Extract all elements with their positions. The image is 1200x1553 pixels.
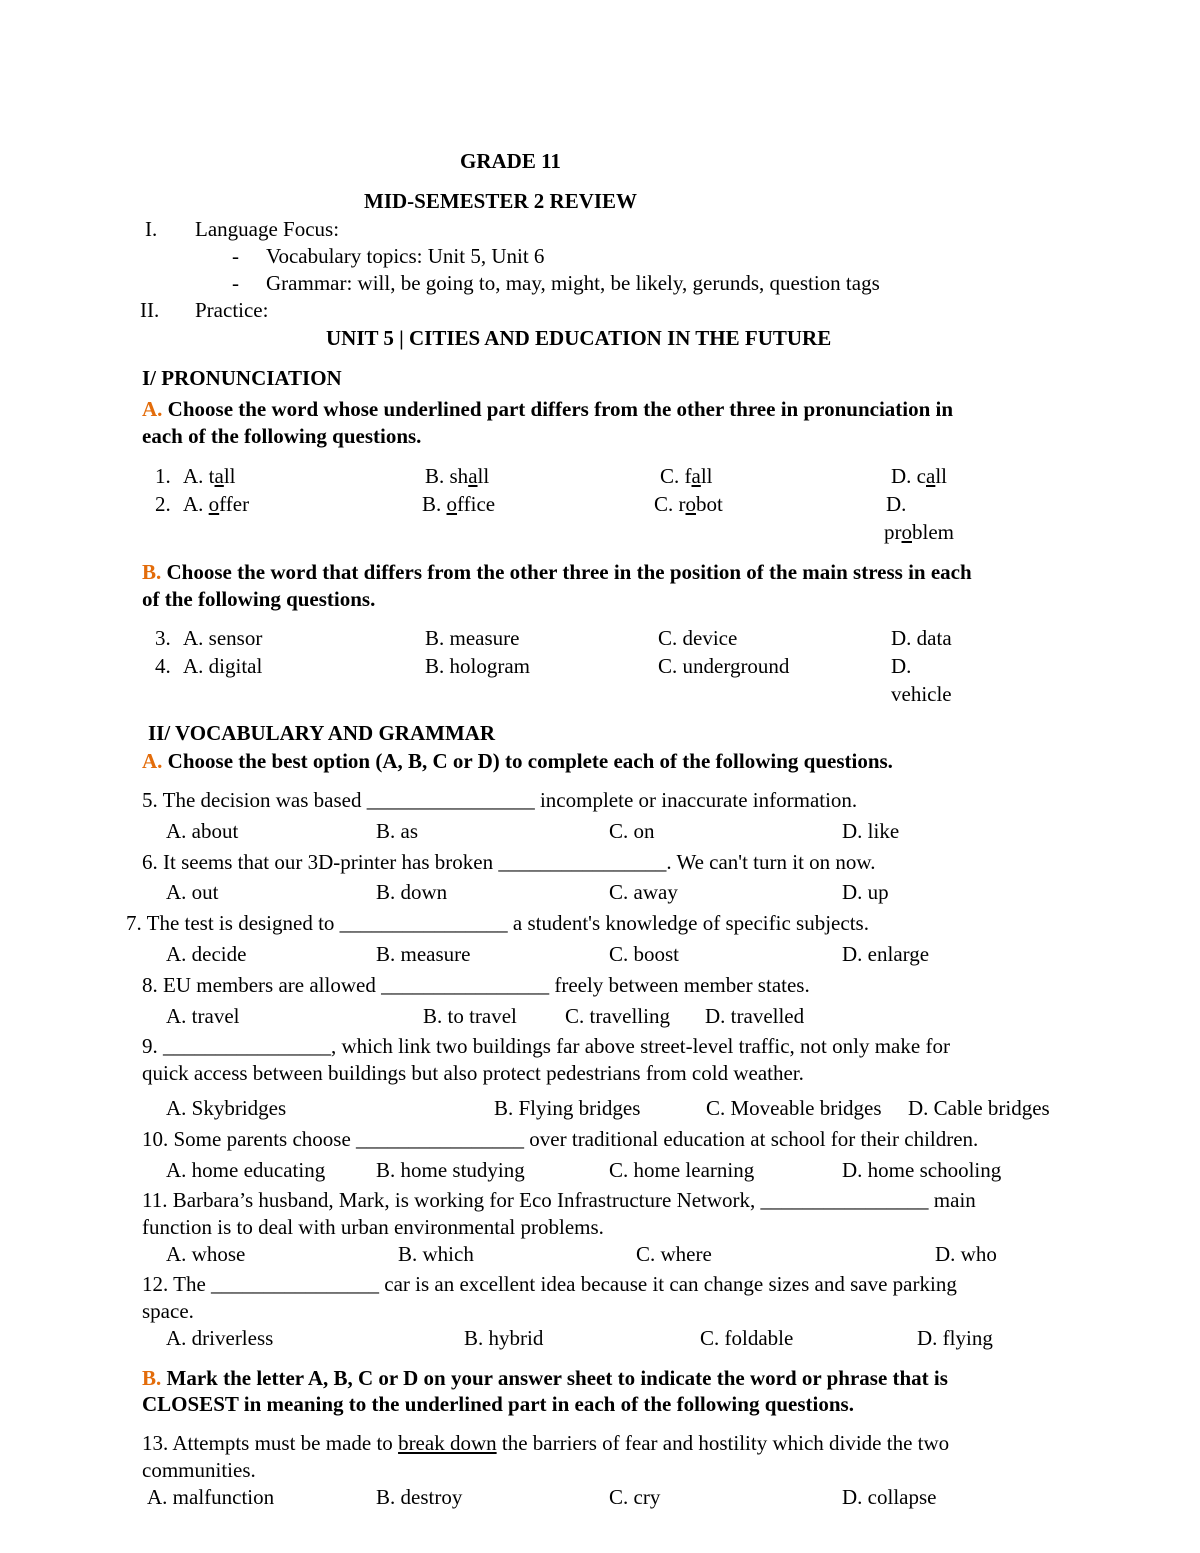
instruction-letter: A. xyxy=(142,397,163,421)
question-stem: 13. Attempts must be made to break down the barriers of fear and hostility which divide the two xyxy=(142,1431,950,1455)
instruction-letter: B. xyxy=(142,1366,162,1390)
option-a: A. driverless xyxy=(166,1326,274,1350)
option-a: A. malfunction xyxy=(147,1485,275,1509)
option-a: A. offer xyxy=(183,492,250,516)
option-a: A. travel xyxy=(166,1004,240,1028)
option-a: A. Skybridges xyxy=(166,1096,287,1120)
option-b: B. destroy xyxy=(376,1485,463,1509)
option-b: B. Flying bridges xyxy=(494,1096,641,1120)
instruction-text: Choose the word that differs from the other three in the position of the main stress in each xyxy=(166,560,972,584)
instruction-letter: B. xyxy=(142,560,162,584)
instruction-pron-b xyxy=(142,559,972,586)
question-stem: 11. Barbara’s husband, Mark, is working for Eco Infrastructure Network, ________________ main xyxy=(142,1188,976,1212)
unit-title: UNIT 5 | CITIES AND EDUCATION IN THE FUTURE xyxy=(326,326,832,350)
option-c: C. underground xyxy=(658,654,790,678)
option-c: C. foldable xyxy=(700,1326,794,1350)
option-b: B. measure xyxy=(425,626,520,650)
option-d: D. call xyxy=(891,464,947,488)
option-d: D. travelled xyxy=(705,1004,805,1028)
option-c: C. robot xyxy=(654,492,723,516)
instruction-text: Choose the best option (A, B, C or D) to complete each of the following questions. xyxy=(167,749,893,773)
option-a: A. about xyxy=(166,819,239,843)
option-d: D. who xyxy=(935,1242,997,1266)
option-a: A. decide xyxy=(166,942,247,966)
option-d-label: D. xyxy=(886,492,907,516)
option-b: B. to travel xyxy=(423,1004,517,1028)
section-label-language-focus: Language Focus: xyxy=(195,217,340,241)
option-d: D. enlarge xyxy=(842,942,930,966)
bullet-grammar: Grammar: will, be going to, may, might, be likely, gerunds, question tags xyxy=(266,271,880,295)
instruction-text: each of the following questions. xyxy=(142,424,422,448)
question-stem: 12. The ________________ car is an excellent idea because it can change sizes and save parking xyxy=(142,1272,957,1296)
underlined-phrase: break down xyxy=(398,1431,497,1455)
instruction-vocab-b xyxy=(142,1365,948,1392)
option-a: A. whose xyxy=(166,1242,246,1266)
option-d: D. collapse xyxy=(842,1485,937,1509)
option-b: B. office xyxy=(422,492,496,516)
option-c: C. away xyxy=(609,880,678,904)
option-d-label: D. xyxy=(891,654,912,678)
question-stem: 8. EU members are allowed ________________ freely between member states. xyxy=(142,973,810,997)
option-d: D. home schooling xyxy=(842,1158,1002,1182)
option-b: B. as xyxy=(376,819,418,843)
option-d: D. up xyxy=(842,880,889,904)
option-b: B. shall xyxy=(425,464,490,488)
question-stem: 5. The decision was based ________________ incomplete or inaccurate information. xyxy=(142,788,858,812)
question-number: 2. xyxy=(155,492,171,516)
option-a: A. tall xyxy=(183,464,236,488)
option-c: C. Moveable bridges xyxy=(706,1096,882,1120)
bullet-dash: - xyxy=(232,244,239,268)
question-number: 3. xyxy=(155,626,171,650)
instruction-pron-a xyxy=(142,396,953,423)
option-c: C. device xyxy=(658,626,738,650)
question-stem-continued: quick access between buildings but also protect pedestrians from cold weather. xyxy=(142,1061,804,1085)
option-c: C. fall xyxy=(660,464,713,488)
option-b: B. hologram xyxy=(425,654,530,678)
question-stem: 9. ________________, which link two buildings far above street-level traffic, not only make for xyxy=(142,1034,950,1058)
instruction-vocab-a xyxy=(142,748,893,775)
question-stem: 10. Some parents choose ________________ over traditional education at school for their children. xyxy=(142,1127,979,1151)
option-d: D. like xyxy=(842,819,900,843)
instruction-text: of the following questions. xyxy=(142,587,376,611)
option-b: B. which xyxy=(398,1242,474,1266)
question-stem-continued: function is to deal with urban environmental problems. xyxy=(142,1215,604,1239)
section-number-2: II. xyxy=(140,298,160,322)
option-b: B. down xyxy=(376,880,448,904)
option-c: C. home learning xyxy=(609,1158,755,1182)
question-stem: 6. It seems that our 3D-printer has broken ________________. We can't turn it on now. xyxy=(142,850,876,874)
option-a: A. sensor xyxy=(183,626,263,650)
instruction-text: Choose the word whose underlined part differs from the other three in pronunciation in xyxy=(167,397,954,421)
bullet-dash: - xyxy=(232,271,239,295)
option-a: A. out xyxy=(166,880,219,904)
option-b: B. hybrid xyxy=(464,1326,544,1350)
bullet-vocabulary-topics: Vocabulary topics: Unit 5, Unit 6 xyxy=(266,244,545,268)
instruction-text: Mark the letter A, B, C or D on your answer sheet to indicate the word or phrase that is xyxy=(166,1366,948,1390)
question-number: 4. xyxy=(155,654,171,678)
grade-heading: GRADE 11 xyxy=(460,149,561,173)
vocabulary-heading: II/ VOCABULARY AND GRAMMAR xyxy=(148,721,496,745)
option-c: C. where xyxy=(636,1242,712,1266)
section-number-1: I. xyxy=(145,217,158,241)
option-d: D. flying xyxy=(917,1326,993,1350)
option-d: D. data xyxy=(891,626,952,650)
section-label-practice: Practice: xyxy=(195,298,269,322)
document-title: MID-SEMESTER 2 REVIEW xyxy=(364,189,638,213)
option-a: A. home educating xyxy=(166,1158,326,1182)
option-b: B. home studying xyxy=(376,1158,525,1182)
option-d: problem xyxy=(884,520,954,544)
option-c: C. travelling xyxy=(565,1004,670,1028)
instruction-letter: A. xyxy=(142,749,163,773)
question-number: 1. xyxy=(155,464,171,488)
pronunciation-heading: I/ PRONUNCIATION xyxy=(142,366,342,390)
question-stem: 7. The test is designed to ________________ a student's knowledge of specific subjects. xyxy=(126,911,869,935)
option-c: C. on xyxy=(609,819,655,843)
option-d: D. Cable bridges xyxy=(908,1096,1050,1120)
option-d: vehicle xyxy=(891,682,952,706)
instruction-text: CLOSEST in meaning to the underlined part in each of the following questions. xyxy=(142,1392,854,1416)
question-stem-continued: space. xyxy=(142,1299,194,1323)
option-b: B. measure xyxy=(376,942,471,966)
option-c: C. cry xyxy=(609,1485,661,1509)
option-c: C. boost xyxy=(609,942,680,966)
option-a: A. digital xyxy=(183,654,263,678)
question-stem-continued: communities. xyxy=(142,1458,256,1482)
